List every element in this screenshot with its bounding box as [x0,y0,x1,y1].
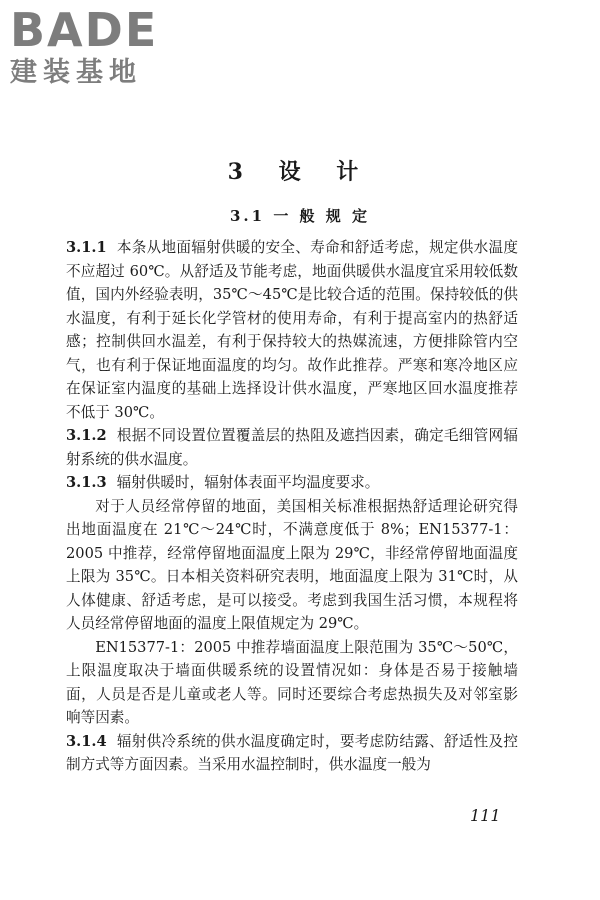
clause-text: 根据不同设置位置覆盖层的热阻及遮挡因素，确定毛细管网辐射系统的供水温度。 [66,427,518,468]
clause-text: 辐射供冷系统的供水温度确定时，要考虑防结露、舒适性及控制方式等方面因素。当采用水温控制时，供水温度一般为 [66,732,518,773]
paragraph-floor-temperature: 对于人员经常停留的地面，美国相关标准根据热舒适理论研究得出地面温度在 21℃～24℃时，不满意度低于 8%；EN15377-1：2005 中推荐，经常停留地面温度上限为 29℃，非经常停留地面温度上限为 35℃。日本相关资料研究表明，地面温度上限为 31℃时，从人体健康、舒适考虑，是可以接受。考虑到我国生活习惯，本规程将人员经常停留地面的温度上限值规定为 29℃。 [66,497,518,632]
logo-brand-cn: 建装基地 [10,57,142,88]
clause-number: 3.1.3 [66,474,107,491]
logo-brand-en: BADE [10,3,159,57]
clause-3-1-3 [66,471,518,495]
section-title: 3.1 一 般 规 定 [230,207,370,225]
clause-text: 辐射供暖时，辐射体表面平均温度要求。 [116,474,380,491]
clause-text: 本条从地面辐射供暖的安全、寿命和舒适考虑，规定供水温度不应超过 60℃。从舒适及节能考虑，地面供暖供水温度宜采用较低数值，国内外经验表明，35℃～45℃是比较合适的范围。保持较低的供水温度，有利于延长化学管材的使用寿命，有利于提高室内的热舒适感；控制供回水温差，有利于保持较大的热媒流速，方便排除管内空气，也有利于保证地面温度的均匀。故作此推荐。严寒和寒冷地区应在保证室内温度的基础上选择设计供水温度，严寒地区回水温度推荐不低于 30℃。 [66,239,518,421]
clause-3-1-4 [66,730,518,777]
clause-number: 3.1.4 [66,732,107,750]
paragraph-wall-temperature: EN15377-1：2005 中推荐墙面温度上限范围为 35℃～50℃，上限温度取决于墙面供暖系统的设置情况如：身体是否易于接触墙面，人员是否是儿童或老人等。同时还要综合考虑热损失及对邻室影响等因素。 [66,638,518,726]
brand-logo [10,3,159,90]
body-text [66,236,518,777]
page-number: 111 [470,806,501,825]
clause-3-1-2 [66,424,518,471]
clause-3-1-1 [66,236,518,424]
chapter-title: 3 设 计 [227,159,373,185]
clause-number: 3.1.2 [66,427,107,444]
clause-number: 3.1.1 [66,239,107,256]
